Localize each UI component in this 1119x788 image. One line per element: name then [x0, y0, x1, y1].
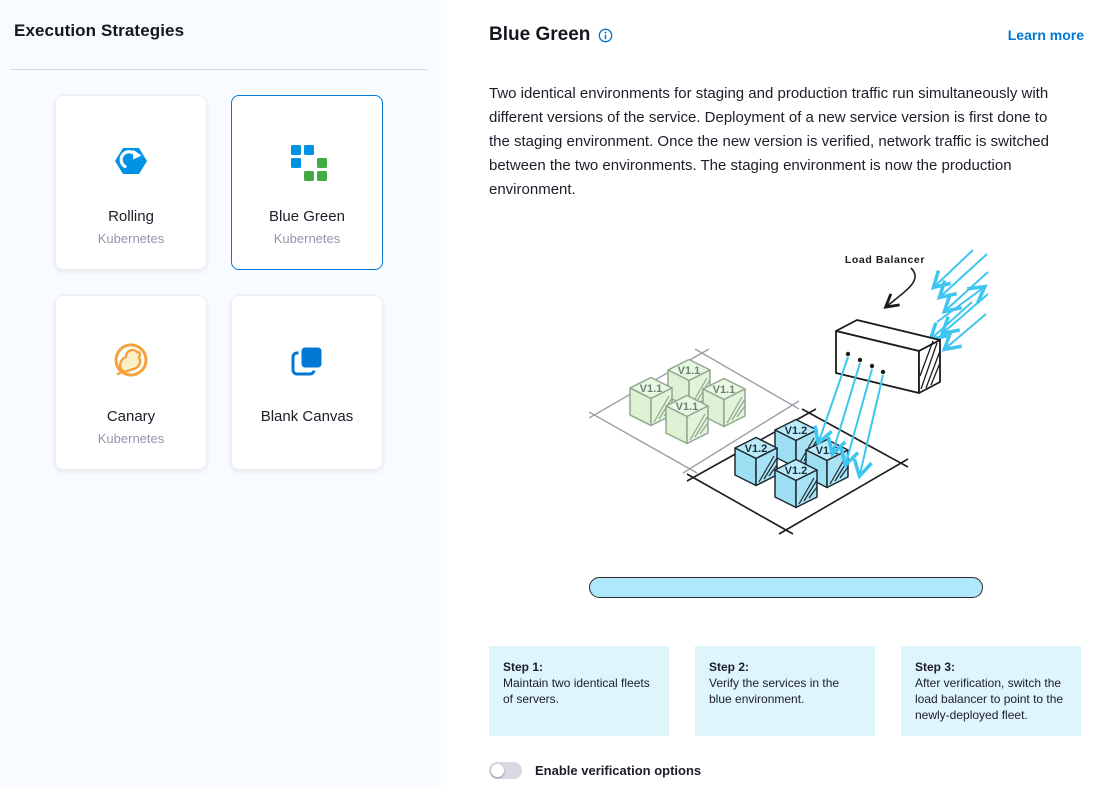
verification-toggle-label: Enable verification options: [535, 763, 702, 778]
load-balancer-label: Load Balancer: [844, 254, 926, 266]
strategy-card-blank-canvas[interactable]: [231, 295, 383, 470]
traffic-pill: [589, 577, 983, 598]
step-text: Maintain two identical fleets of servers.: [503, 676, 650, 706]
verification-toggle[interactable]: [489, 762, 522, 779]
detail-header: [489, 24, 1084, 46]
old-version-cubes: [630, 360, 745, 444]
svg-text:V1.1: V1.1: [675, 401, 699, 413]
traffic-arrows-in: [932, 250, 988, 348]
strategy-detail-panel: [441, 0, 1119, 788]
strategy-card-canary[interactable]: [55, 295, 207, 470]
step-card-2: [695, 646, 875, 736]
card-label: Blank Canvas: [260, 408, 354, 425]
step-title: Step 3:: [915, 660, 956, 674]
panel-title: Execution Strategies: [14, 21, 185, 40]
strategy-description: Two identical environments for staging and production traffic run simultaneously with different versions of the service. Deployment of a new service version is first done to the staging environment. Once the new version is verified, network traffic is switched between the two environments. The staging environment is now the production environment.: [489, 85, 1049, 198]
svg-text:V1.2: V1.2: [815, 445, 839, 457]
steps-row: [489, 646, 1084, 736]
learn-more-link[interactable]: Learn more: [1007, 27, 1084, 43]
card-label: Rolling: [108, 208, 154, 225]
step-title: Step 1:: [503, 660, 544, 674]
svg-text:V1.2: V1.2: [744, 443, 768, 455]
step-title: Step 2:: [709, 660, 750, 674]
card-sublabel: Kubernetes: [97, 231, 165, 246]
new-version-cubes: [735, 420, 848, 508]
page-title: Blue Green: [489, 24, 591, 45]
load-balancer-box: [836, 320, 940, 393]
blue-green-icon: [288, 140, 327, 182]
card-label: Canary: [106, 408, 156, 425]
svg-text:V1.1: V1.1: [677, 365, 701, 377]
info-icon[interactable]: [598, 28, 613, 43]
svg-text:V1.2: V1.2: [784, 465, 808, 477]
card-sublabel: Kubernetes: [273, 231, 341, 246]
execution-strategies-panel: [0, 0, 441, 788]
load-balancer-pointer-arrow: [887, 268, 915, 306]
strategy-card-rolling[interactable]: [55, 95, 207, 270]
blank-canvas-icon: [287, 340, 327, 382]
rolling-icon: [111, 140, 151, 182]
strategy-card-grid: [55, 95, 441, 470]
step-card-3: [901, 646, 1081, 736]
step-text: Verify the services in the blue environment.: [709, 676, 840, 706]
svg-text:V1.1: V1.1: [639, 383, 663, 395]
blue-green-diagram: [589, 248, 989, 538]
card-sublabel: Kubernetes: [97, 431, 165, 446]
verification-toggle-row: [489, 762, 1084, 779]
toggle-knob: [491, 764, 504, 777]
blue-green-illustration: [589, 248, 989, 598]
step-text: After verification, switch the load balancer to point to the newly-deployed fleet.: [915, 676, 1064, 722]
divider: [10, 69, 427, 70]
canary-icon: [109, 340, 153, 382]
strategy-card-blue-green[interactable]: [231, 95, 383, 270]
svg-text:V1.2: V1.2: [784, 425, 808, 437]
card-label: Blue Green: [269, 208, 345, 225]
svg-text:V1.1: V1.1: [712, 384, 736, 396]
step-card-1: [489, 646, 669, 736]
